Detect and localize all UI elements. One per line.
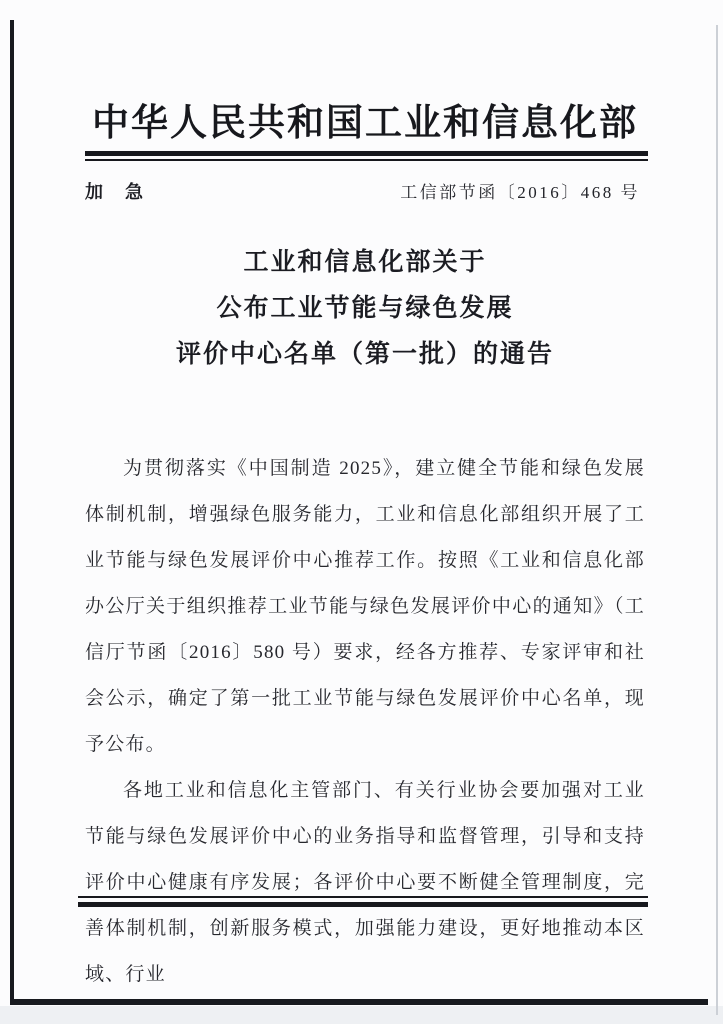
document-title-line-1: 工业和信息化部关于 <box>243 249 487 276</box>
scan-outside-bottom-area <box>0 1006 723 1024</box>
scan-edge-right-line <box>716 25 718 1015</box>
footer-rule <box>78 896 648 907</box>
letterhead-title: 中华人民共和国工业和信息化部 <box>92 103 638 144</box>
letterhead-rule <box>85 151 648 161</box>
scan-edge-bottom-line <box>10 999 708 1005</box>
document-title <box>60 240 670 378</box>
document-number: 工信部节函〔2016〕468 号 <box>400 183 640 202</box>
document-body <box>85 446 645 998</box>
body-paragraph-1: 为贯彻落实《中国制造 2025》，建立健全节能和绿色发展体制机制，增强绿色服务能力，工业和信息化部组织开展了工业节能与绿色发展评价中心推荐工作。按照《工业和信息化部办公厅关于组织推荐工业节能与绿色发展评价中心的通知》（工信厅节函〔2016〕580 号）要求，经各方推荐、专家评审和社会公示，确定了第一批工业节能与绿色发展评价中心名单，现予公布。 <box>85 458 645 755</box>
scan-edge-left-line <box>10 20 14 1005</box>
meta-row <box>85 178 640 204</box>
urgency-label: 加 急 <box>85 182 145 202</box>
body-paragraph-2: 各地工业和信息化主管部门、有关行业协会要加强对工业节能与绿色发展评价中心的业务指导和监督管理，引导和支持评价中心健康有序发展；各评价中心要不断健全管理制度，完善体制机制，创新服务模式，加强能力建设，更好地推动本区域、行业 <box>85 780 645 985</box>
document-title-line-2: 公布工业节能与绿色发展 <box>216 295 514 322</box>
document-title-line-3: 评价中心名单（第一批）的通告 <box>175 341 554 368</box>
